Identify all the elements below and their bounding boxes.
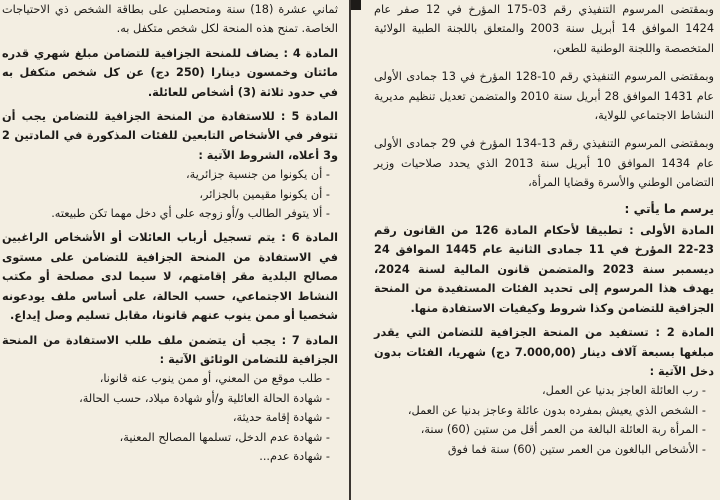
- right-column: [360, 0, 720, 500]
- article-1: المادة الأولى : تطبيقا لأحكام المادة 126 من القانون رقم 23-22 المؤرخ في 11 جمادى الثانية عام 1445 الموافق 24 ديسمبر سنة 2023 والمتضمن قانون المالية لسنة 2024، يهدف هذا المرسوم إلى تحديد الفئات المستفيدة من المنحة الجزافية للتضامن وكذا شروط وكيفيات الاستفادة منها.: [374, 224, 715, 315]
- article-6: المادة 6 : يتم تسجيل أرباب العائلات أو الأشخاص الراغبين في الاستفادة من المنحة الجزافية للتضامن على مستوى مصالح البلدية مقر إقامتهم، لا سيما لدى مصلحة أو مكتب النشاط الاجتماعي، حسب الحالة، على أساس ملف يودعونه شخصيا أو ممن ينوب عنهم قانونا، مقابل تسليم وصل إيداع.: [2, 231, 338, 323]
- list-item: - الشخص الذي يعيش بمفرده بدون عائلة وعاجز بدنيا عن العمل،: [374, 401, 714, 420]
- list-item: - شهادة إقامة حديثة،: [2, 408, 338, 427]
- corner-mark: [351, 0, 361, 10]
- list-item: - أن يكونوا من جنسية جزائرية،: [2, 165, 338, 184]
- article-7: المادة 7 : يجب أن يتضمن ملف طلب الاستفادة من المنحة الجزافية للتضامن الوثائق الآتية :: [2, 333, 338, 366]
- article-5: المادة 5 : للاستفادة من المنحة الجزافية للتضامن يجب أن تتوفر في الأشخاص التابعين للفئات المذكورة في المادتين 2 و3 أعلاه، الشروط الآتية :: [2, 110, 338, 162]
- recital-decree-03-175: وبمقتضى المرسوم التنفيذي رقم 03-175 المؤرخ في 12 صفر عام 1424 الموافق 14 أبريل سنة 2003 والمتعلق باللجنة الطبية الولائية المتخصصة واللجنة الوطنية للطعن،: [374, 3, 715, 55]
- list-item: - أن يكونوا مقيمين بالجزائر،: [2, 185, 338, 204]
- article-2: المادة 2 : تستفيد من المنحة الجزافية للتضامن التي يقدر مبلغها بسبعة آلاف دينار (7.000,00 دج) شهريا، الفئات بدون دخل الآتية :: [374, 326, 714, 378]
- column-divider: [349, 0, 351, 500]
- list-item: - طلب موقع من المعني، أو ممن ينوب عنه قانونا،: [2, 369, 338, 388]
- list-item: - ألا يتوفر الطالب و/أو زوجه على أي دخل مهما تكن طبيعته.: [2, 204, 338, 223]
- list-item: - شهادة عدم الدخل، تسلمها المصالح المعنية،: [2, 428, 338, 447]
- left-column: [0, 0, 344, 500]
- list-item: - شهادة الحالة العائلية و/أو شهادة ميلاد، حسب الحالة،: [2, 389, 338, 408]
- list-item: - رب العائلة العاجز بدنيا عن العمل،: [374, 381, 714, 400]
- list-item: - المرأة ربة العائلة البالغة من العمر أقل من ستين (60) سنة،: [374, 420, 714, 439]
- decree-heading: يرسم ما يأتي :: [624, 201, 714, 216]
- article-3-continuation: ثماني عشرة (18) سنة ومتحصلين على بطاقة الشخص ذي الاحتياجات الخاصة. تمنح هذه المنحة لكل شخص متكفل به.: [2, 3, 338, 36]
- article-4: المادة 4 : يضاف للمنحة الجزافية للتضامن مبلغ شهري قدره مائتان وخمسون دينارا (250 دج) عن كل شخص متكفل به في حدود ثلاثة (3) أشخاص للعائلة.: [2, 46, 338, 99]
- recital-decree-13-134: وبمقتضى المرسوم التنفيذي رقم 13-134 المؤرخ في 29 جمادى الأولى عام 1434 الموافق 10 أبريل سنة 2013 الذي يحدد صلاحيات وزير التضامن الوطني والأسرة وقضايا المرأة،: [374, 137, 715, 190]
- list-item: - الأشخاص البالغون من العمر ستين (60) سنة فما فوق: [374, 440, 714, 459]
- recital-decree-10-128: وبمقتضى المرسوم التنفيذي رقم 10-128 المؤرخ في 13 جمادى الأولى عام 1431 الموافق 28 أبريل سنة 2010 والمتضمن تعديل تنظيم مديرية النشاط الاجتماعي للولاية،: [374, 70, 715, 123]
- list-item: - شهادة عدم...: [2, 447, 338, 466]
